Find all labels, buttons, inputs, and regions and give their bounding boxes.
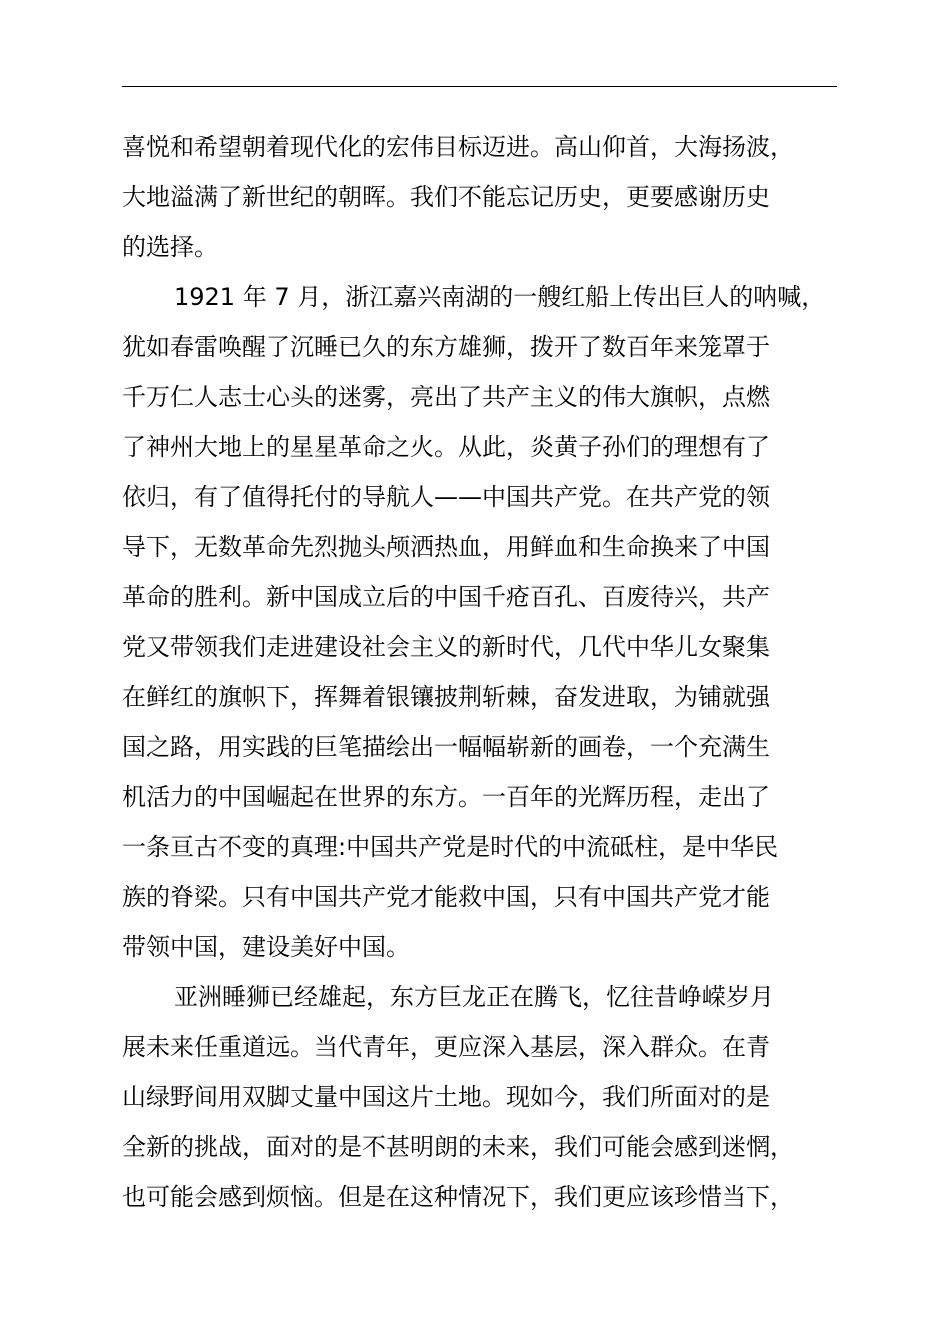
- text-line: 国之路，用实践的巨笔描绘出一幅幅崭新的画卷，一个充满生: [122, 733, 770, 761]
- text-line: 千万仁人志士心头的迷雾，亮出了共产主义的伟大旗帜，点燃: [122, 383, 770, 411]
- text-line: 一条亘古不变的真理:中国共产党是时代的中流砥柱，是中华民: [122, 833, 779, 861]
- paragraph-start-line: 亚洲睡狮已经雄起，东方巨龙正在腾飞，忆往昔峥嵘岁月: [174, 983, 774, 1011]
- text-line: 大地溢满了新世纪的朝晖。我们不能忘记历史，更要感谢历史: [122, 183, 770, 211]
- text-line: 机活力的中国崛起在世界的东方。一百年的光辉历程，走出了: [122, 783, 770, 811]
- text-line: 在鲜红的旗帜下，挥舞着银镶披荆斩棘，奋发进取，为铺就强: [122, 683, 770, 711]
- text-line: 依归，有了值得托付的导航人——中国共产党。在共产党的领: [122, 483, 770, 511]
- text-line: 革命的胜利。新中国成立后的中国千疮百孔、百废待兴，共产: [122, 583, 770, 611]
- header-rule: [122, 86, 837, 87]
- document-body: [122, 125, 867, 1225]
- text-line: 导下，无数革命先烈抛头颅洒热血，用鲜血和生命换来了中国: [122, 533, 770, 561]
- text-line: 了神州大地上的星星革命之火。从此，炎黄子孙们的理想有了: [122, 433, 770, 461]
- text-line: 族的脊梁。只有中国共产党才能救中国，只有中国共产党才能: [122, 883, 770, 911]
- text-line: 带领中国，建设美好中国。: [122, 933, 410, 961]
- text-line: 的选择。: [122, 233, 218, 261]
- text-line: 展未来任重道远。当代青年，更应深入基层，深入群众。在青: [122, 1033, 770, 1061]
- text-line: 喜悦和希望朝着现代化的宏伟目标迈进。高山仰首，大海扬波，: [122, 133, 794, 161]
- text-line: 山绿野间用双脚丈量中国这片土地。现如今，我们所面对的是: [122, 1083, 770, 1111]
- text-line: 全新的挑战，面对的是不甚明朗的未来，我们可能会感到迷惘，: [122, 1133, 794, 1161]
- text-line: 犹如春雷唤醒了沉睡已久的东方雄狮，拨开了数百年来笼罩于: [122, 333, 770, 361]
- text-line: 党又带领我们走进建设社会主义的新时代，几代中华儿女聚集: [122, 633, 770, 661]
- paragraph-start-line: 1921 年 7 月，浙江嘉兴南湖的一艘红船上传出巨人的呐喊，: [174, 283, 826, 311]
- text-line: 也可能会感到烦恼。但是在这种情况下，我们更应该珍惜当下，: [122, 1183, 794, 1211]
